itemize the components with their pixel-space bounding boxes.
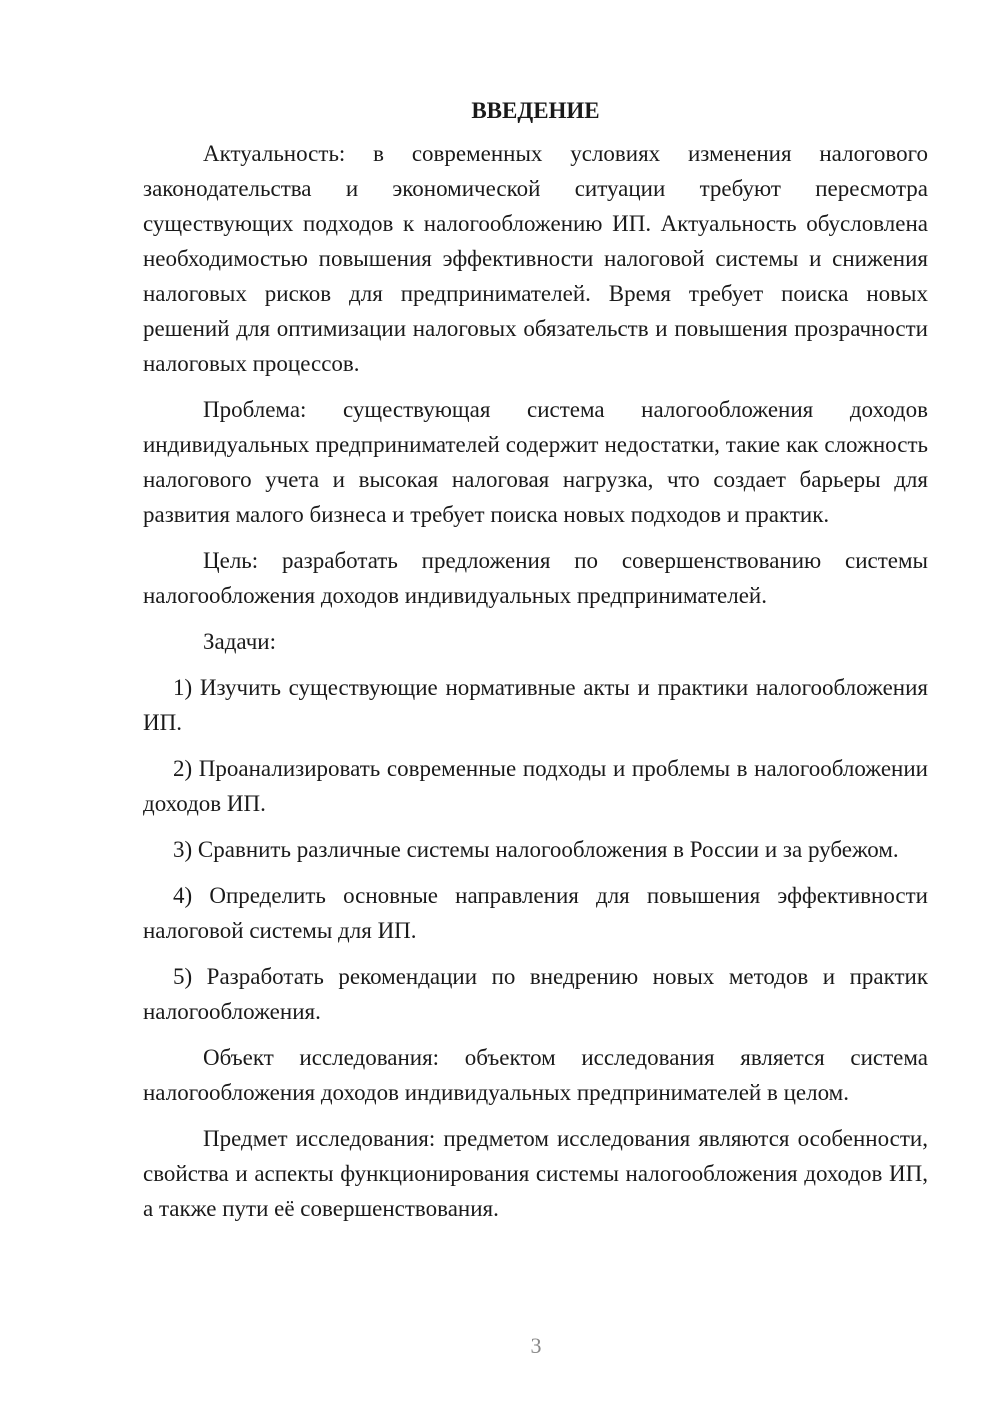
problem-paragraph: Проблема: существующая система налогообложения доходов индивидуальных предпринимателей содержит недостатки, такие как сложность налогового учета и высокая налоговая нагрузка, что создает барьеры для развития малого бизнеса и требует поиска новых подходов и практик.	[143, 397, 928, 527]
subject-paragraph: Предмет исследования: предметом исследования являются особенности, свойства и аспекты функционирования системы налогообложения доходов ИП, а также пути её совершенствования.	[143, 1126, 928, 1221]
task-item: 3) Сравнить различные системы налогообложения в России и за рубежом.	[173, 837, 899, 862]
object-paragraph: Объект исследования: объектом исследования является система налогообложения доходов индивидуальных предпринимателей в целом.	[143, 1045, 928, 1105]
task-item: 5) Разработать рекомендации по внедрению новых методов и практик налогообложения.	[143, 964, 928, 1024]
task-item: 4) Определить основные направления для повышения эффективности налоговой системы для ИП.	[143, 883, 928, 943]
task-item: 1) Изучить существующие нормативные акты и практики налогообложения ИП.	[143, 675, 928, 735]
tasks-heading: Задачи:	[203, 629, 276, 654]
relevance-paragraph: Актуальность: в современных условиях изменения налогового законодательства и экономической ситуации требуют пересмотра существующих подходов к налогообложению ИП. Актуальность обусловлена необходимостью повышения эффективности налоговой системы и снижения налоговых рисков для предпринимателей. Время требует поиска новых решений для оптимизации налоговых обязательств и повышения прозрачности налоговых процессов.	[143, 141, 928, 376]
document-body	[143, 93, 928, 1237]
task-item: 2) Проанализировать современные подходы и проблемы в налогообложении доходов ИП.	[143, 756, 928, 816]
page-number: 3	[530, 1333, 542, 1358]
goal-paragraph: Цель: разработать предложения по совершенствованию системы налогообложения доходов индивидуальных предпринимателей.	[143, 548, 928, 608]
page-title: ВВЕДЕНИЕ	[471, 98, 600, 123]
